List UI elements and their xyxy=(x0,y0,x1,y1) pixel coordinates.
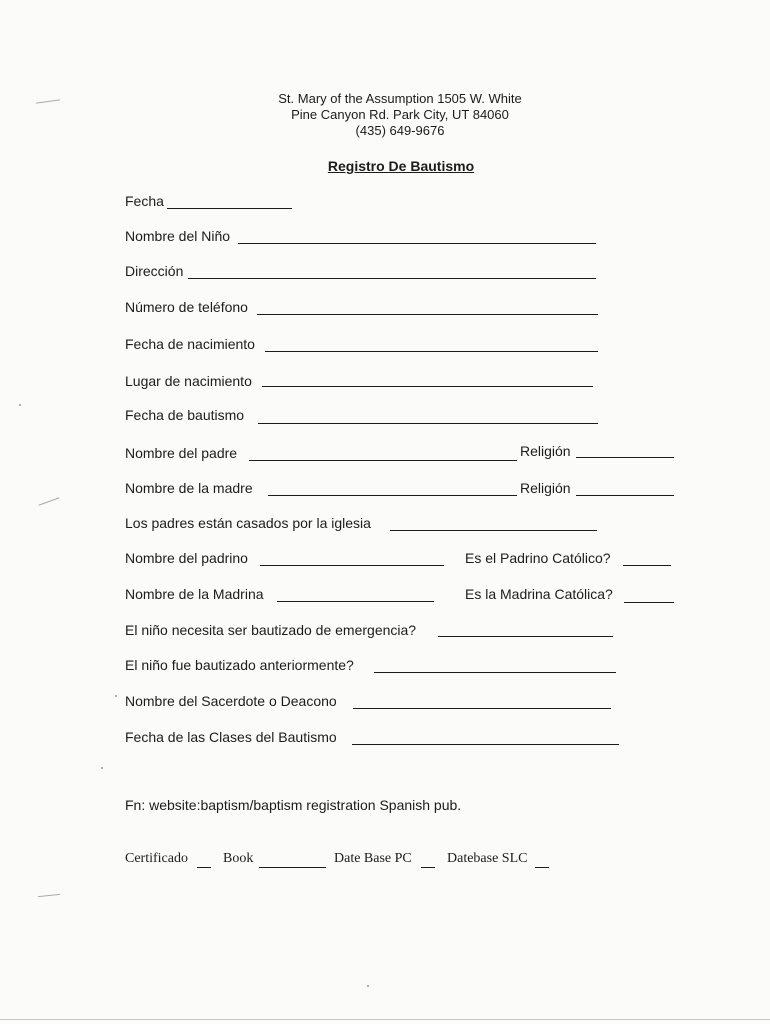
date-base-pc-blank[interactable] xyxy=(421,867,435,868)
fecha-blank[interactable] xyxy=(167,208,292,209)
date-base-pc-label: Date Base PC xyxy=(334,851,412,866)
scan-edge xyxy=(0,1019,770,1020)
religion-madre-label: Religión xyxy=(520,480,571,496)
scan-speck xyxy=(367,985,369,987)
book-blank[interactable] xyxy=(259,867,326,868)
scan-speck xyxy=(101,767,103,769)
fecha-nacimiento-label: Fecha de nacimiento xyxy=(125,336,255,352)
parish-address-line-1: St. Mary of the Assumption 1505 W. White xyxy=(278,91,522,106)
clases-label: Fecha de las Clases del Bautismo xyxy=(125,729,337,745)
telefono-blank[interactable] xyxy=(257,314,598,315)
file-name-note: Fn: website:baptism/baptism registration Spanish pub. xyxy=(125,797,462,813)
emergencia-label: El niño necesita ser bautizado de emergencia? xyxy=(125,622,417,638)
clases-blank[interactable] xyxy=(352,744,619,745)
nombre-madre-label: Nombre de la madre xyxy=(125,480,253,496)
padrino-catolico-label: Es el Padrino Católico? xyxy=(465,550,611,566)
scan-mark xyxy=(38,497,59,505)
scan-mark xyxy=(38,894,60,897)
madrina-catolica-label: Es la Madrina Católica? xyxy=(465,586,613,602)
nombre-padre-blank[interactable] xyxy=(249,460,517,461)
datebase-slc-blank[interactable] xyxy=(535,867,549,868)
nombre-madrina-blank[interactable] xyxy=(277,601,434,602)
fecha-nacimiento-blank[interactable] xyxy=(265,351,598,352)
lugar-nacimiento-blank[interactable] xyxy=(262,386,593,387)
book-label: Book xyxy=(223,851,254,866)
bautizado-antes-blank[interactable] xyxy=(374,672,616,673)
scan-mark xyxy=(36,99,60,103)
nombre-padrino-label: Nombre del padrino xyxy=(125,550,248,566)
religion-padre-label: Religión xyxy=(520,443,571,459)
nombre-nino-label: Nombre del Niño xyxy=(125,228,231,244)
nombre-madre-blank[interactable] xyxy=(268,495,517,496)
certificado-blank[interactable] xyxy=(197,867,211,868)
sacerdote-blank[interactable] xyxy=(353,708,611,709)
direccion-blank[interactable] xyxy=(188,278,596,279)
madrina-catolica-blank[interactable] xyxy=(624,602,674,603)
sacerdote-label: Nombre del Sacerdote o Deacono xyxy=(125,693,337,709)
certificado-label: Certificado xyxy=(125,851,188,866)
padres-casados-blank[interactable] xyxy=(390,530,597,531)
fecha-bautismo-blank[interactable] xyxy=(258,423,598,424)
religion-padre-blank[interactable] xyxy=(576,457,674,458)
padrino-catolico-blank[interactable] xyxy=(623,565,671,566)
emergencia-blank[interactable] xyxy=(438,636,613,637)
nombre-padrino-blank[interactable] xyxy=(260,565,444,566)
nombre-madrina-label: Nombre de la Madrina xyxy=(125,586,264,602)
religion-madre-blank[interactable] xyxy=(576,495,674,496)
nombre-nino-blank[interactable] xyxy=(238,243,596,244)
telefono-label: Número de teléfono xyxy=(125,299,248,315)
nombre-padre-label: Nombre del padre xyxy=(125,445,238,461)
bautizado-antes-label: El niño fue bautizado anteriormente? xyxy=(125,657,354,673)
scan-speck xyxy=(19,404,21,406)
parish-address-line-2: Pine Canyon Rd. Park City, UT 84060 xyxy=(291,107,509,122)
scan-speck xyxy=(115,695,117,697)
direccion-label: Dirección xyxy=(125,263,184,279)
parish-phone: (435) 649-9676 xyxy=(355,123,445,138)
fecha-bautismo-label: Fecha de bautismo xyxy=(125,407,245,423)
form-title: Registro De Bautismo xyxy=(327,158,475,174)
padres-casados-label: Los padres están casados por la iglesia xyxy=(125,515,371,531)
parish-header xyxy=(200,91,600,139)
lugar-nacimiento-label: Lugar de nacimiento xyxy=(125,373,252,389)
fecha-label: Fecha xyxy=(125,193,164,209)
datebase-slc-label: Datebase SLC xyxy=(447,851,528,866)
